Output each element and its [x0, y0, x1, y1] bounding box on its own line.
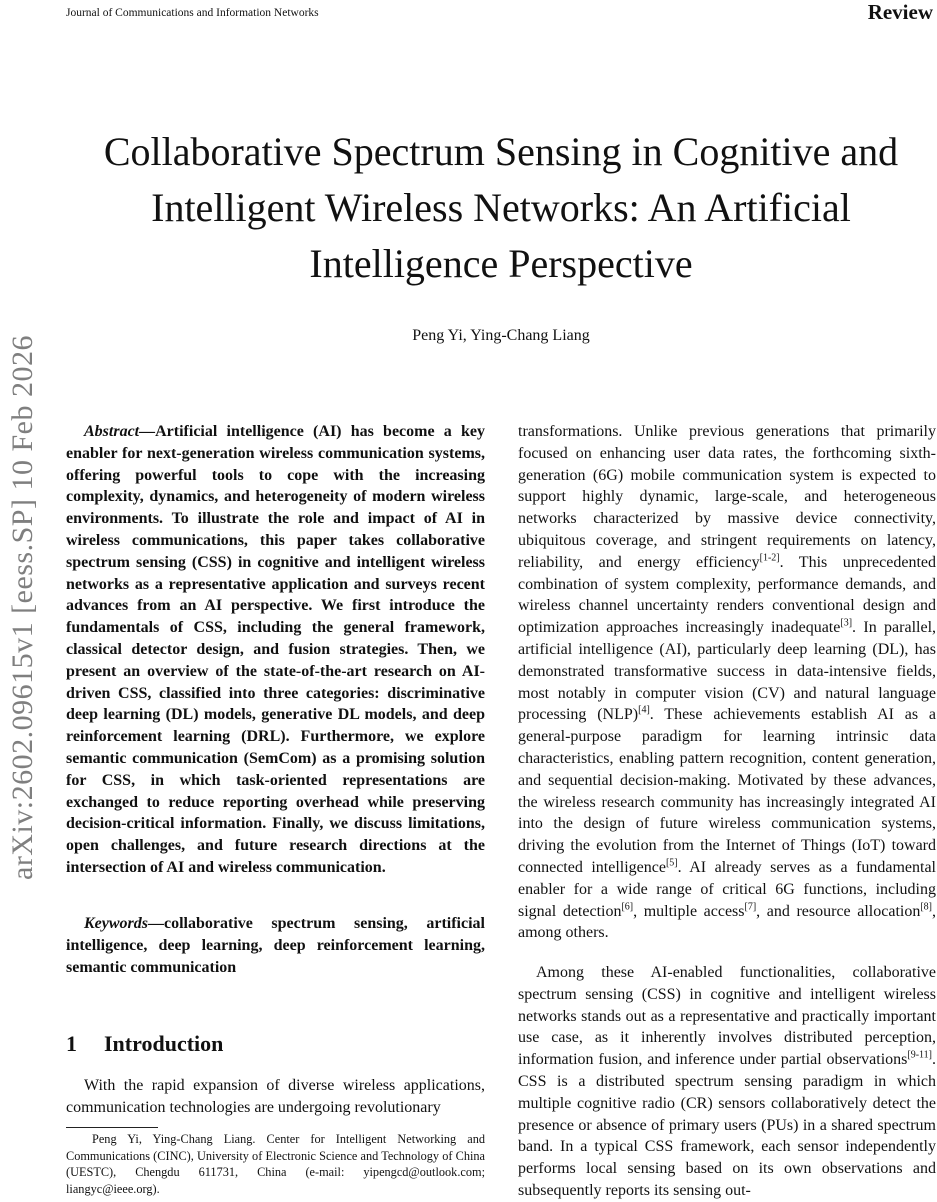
citation[interactable]: [9-11] — [907, 1049, 932, 1061]
citation[interactable]: [6] — [621, 901, 634, 913]
arxiv-watermark: arXiv:2602.09615v1 [eess.SP] 10 Feb 2026 — [6, 335, 39, 880]
section-number: 1 — [66, 1031, 77, 1056]
abstract — [66, 421, 485, 879]
section-heading — [66, 1031, 223, 1057]
citation[interactable]: [3] — [840, 617, 853, 629]
text-span: , and resource allocation — [756, 902, 921, 920]
text-span: , among others. — [518, 902, 936, 942]
text-span: , multiple access — [633, 902, 745, 920]
text-span: . In parallel, artificial intelligence (AI), particularly deep learning (DL), has demonstrated transformative success in data-intensive fields, most notably in computer vision (CV) and natural language processing (NLP) — [518, 619, 937, 724]
keywords-label: Keywords— — [84, 915, 164, 932]
citation[interactable]: [5] — [665, 857, 678, 869]
citation[interactable]: [1-2] — [759, 552, 780, 564]
section-title: Introduction — [104, 1031, 224, 1056]
abstract-text: Artificial intelligence (AI) has become a key enabler for next-generation wireless communication systems, offering powerful tools to cope with the increasing complexity, dynamics, and heterogeneity of modern wireless environments. To illustrate the role and impact of AI in wireless communications, this paper takes collaborative spectrum sensing (CSS) in cognitive and intelligent wireless networks as a representative application and surveys recent advances from an AI perspective. We first introduce the fundamentals of CSS, including the general framework, classical detector design, and fusion strategies. Then, we present an overview of the state-of-the-art research on AI-driven CSS, classified into three categories: discriminative deep learning (DL) models, generative DL models, and deep reinforcement learning (DRL). Furthermore, we explore semantic communication (SemCom) as a promising solution for CSS, in which task-oriented representations are exchanged to reduce reporting overhead while preserving decision-critical information. Finally, we discuss limitations, open challenges, and future research directions at the intersection of AI and wireless communication. — [66, 423, 485, 876]
text-span: . CSS is a distributed spectrum sensing paradigm in which multiple cognitive radio (CR) sensors collaboratively detect the presence or absence of primary users (PUs) in a shared spectrum band. In a typical CSS framework, each sensor independently performs local sensing based on its own observations and subsequently reports its sensing out- — [518, 1051, 936, 1199]
body-paragraph-2 — [518, 962, 936, 1202]
article-category: Review — [867, 0, 933, 24]
abstract-label: Abstract— — [84, 423, 156, 440]
text-span: . This unprecedented combination of system complexity, performance demands, and wireless channel uncertainty renders conventional design and optimization approaches increasingly inadequate — [518, 553, 937, 637]
text-span: transformations. Unlike previous generations that primarily focused on enhancing user data rates, the forthcoming sixth-generation (6G) mobile communication system is expected to support highly dynamic, large-scale, and heterogeneous networks characterized by massive device connectivity, ubiquitous coverage, and stringent requirements on latency, reliability, and energy efficiency — [518, 423, 936, 571]
text-span: . AI already serves as a fundamental enabler for a wide range of critical 6G functions, including signal detection — [518, 858, 936, 920]
paper-title: Collaborative Spectrum Sensing in Cognitive and Intelligent Wireless Networks: An Artificial Intelligence Perspective — [103, 129, 899, 286]
text-span: Among these AI-enabled functionalities, collaborative spectrum sensing (CSS) in cognitive and intelligent wireless networks stands out as a representative and practically important use case, as it inherently involves distributed perception, information fusion, and inference under partial observations — [518, 964, 936, 1069]
citation[interactable]: [8] — [920, 901, 932, 913]
journal-name: Journal of Communications and Information Networks — [66, 7, 319, 19]
keywords — [66, 913, 485, 978]
citation[interactable]: [4] — [638, 705, 650, 717]
text-span: . These achievements establish AI as a general-purpose paradigm for learning intrinsic data characteristics, enabling pattern recognition, content generation, and sequential decision-making. Motivated by these advances, the wireless research community has increasingly integrated AI into the design of future wireless communication systems, driving the evolution from the Internet of Things (IoT) toward connected intelligence — [518, 706, 937, 876]
keywords-text: collaborative spectrum sensing, artificial intelligence, deep learning, deep reinforcement learning, semantic communication — [66, 915, 485, 976]
author-list: Peng Yi, Ying-Chang Liang — [412, 327, 590, 344]
citation[interactable]: [7] — [744, 901, 757, 913]
body-paragraph-1 — [518, 421, 936, 944]
footnote-rule — [66, 1127, 158, 1128]
intro-paragraph: With the rapid expansion of diverse wireless applications, communication technologies are undergoing revolutionary — [66, 1077, 485, 1116]
affiliation-footnote: Peng Yi, Ying-Chang Liang. Center for Intelligent Networking and Communications (CINC), University of Electronic Science and Technology of China (UESTC), Chengdu 611731, China (e-mail: yipengcd@outlook.com; liangyc@ieee.org). — [66, 1132, 485, 1196]
